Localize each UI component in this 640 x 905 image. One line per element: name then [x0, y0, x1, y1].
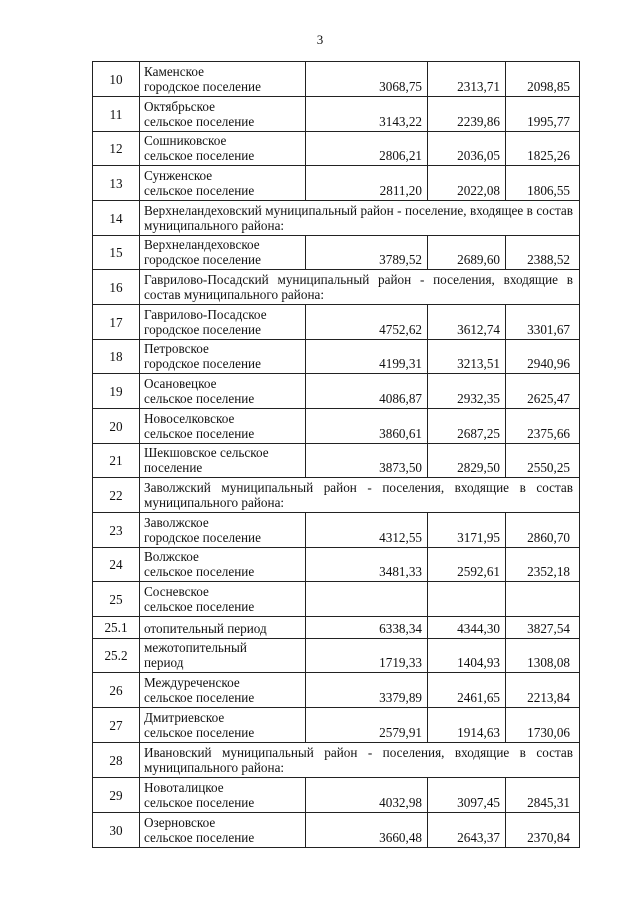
value-cell-1: 3379,89: [306, 673, 428, 708]
table-row: [93, 409, 580, 444]
value-cell-1: 4752,62: [306, 305, 428, 340]
settlement-name-line: городское поселение: [144, 356, 261, 371]
settlement-name-line: городское поселение: [144, 252, 261, 267]
value-cell-1: 3660,48: [306, 813, 428, 848]
value-cell-3: 2375,66: [506, 409, 580, 444]
settlement-name-line: сельское поселение: [144, 183, 255, 198]
settlement-name-line: сельское поселение: [144, 725, 255, 740]
settlement-name: [140, 166, 306, 201]
settlement-name: [140, 97, 306, 132]
settlement-name: [140, 132, 306, 166]
row-number: 24: [93, 548, 140, 582]
row-number: 18: [93, 340, 140, 374]
table-row: [93, 166, 580, 201]
settlement-name-line: Осановецкое: [144, 376, 217, 391]
table-row: [93, 62, 580, 97]
row-number: 11: [93, 97, 140, 132]
value-cell-3: [506, 582, 580, 617]
settlement-name-line: сельское поселение: [144, 391, 255, 406]
settlement-name-line: Новоталицкое: [144, 780, 224, 795]
settlement-name: [140, 778, 306, 813]
settlement-name-line: Шекшовское сельское: [144, 445, 269, 460]
table-row: [93, 236, 580, 270]
settlement-name-line: Сосневское: [144, 584, 209, 599]
value-cell-3: 2625,47: [506, 374, 580, 409]
settlement-name-line: сельское поселение: [144, 690, 255, 705]
settlement-name-line: межотопительный: [144, 640, 247, 655]
value-cell-2: 2022,08: [428, 166, 506, 201]
settlement-name: [140, 62, 306, 97]
settlement-name-line: период: [144, 655, 184, 670]
row-number: 29: [93, 778, 140, 813]
value-cell-1: [306, 582, 428, 617]
value-cell-3: 1308,08: [506, 639, 580, 673]
value-cell-1: 3481,33: [306, 548, 428, 582]
row-number: 14: [93, 201, 140, 236]
table-row: [93, 673, 580, 708]
value-cell-2: 3213,51: [428, 340, 506, 374]
value-cell-3: 3301,67: [506, 305, 580, 340]
settlement-name-line: Петровское: [144, 341, 209, 356]
row-number: 25: [93, 582, 140, 617]
table-row: [93, 374, 580, 409]
settlement-name: [140, 548, 306, 582]
value-cell-3: 2845,31: [506, 778, 580, 813]
settlement-name-line: Озерновское: [144, 815, 216, 830]
value-cell-2: 2687,25: [428, 409, 506, 444]
row-number: 26: [93, 673, 140, 708]
value-cell-1: 3873,50: [306, 444, 428, 478]
value-cell-3: 1825,26: [506, 132, 580, 166]
settlement-name: [140, 582, 306, 617]
row-number: 16: [93, 270, 140, 305]
value-cell-1: 4199,31: [306, 340, 428, 374]
section-heading: Гаврилово-Посадский муниципальный район - поселения, входящие в состав муниципального района:: [140, 270, 580, 305]
row-number: 22: [93, 478, 140, 513]
settlement-name-line: городское поселение: [144, 79, 261, 94]
value-cell-1: 2579,91: [306, 708, 428, 743]
row-number: 21: [93, 444, 140, 478]
settlement-name-line: Сошниковское: [144, 133, 227, 148]
value-cell-3: 2940,96: [506, 340, 580, 374]
value-cell-1: 4086,87: [306, 374, 428, 409]
value-cell-3: 2388,52: [506, 236, 580, 270]
table-row: [93, 444, 580, 478]
row-number: 19: [93, 374, 140, 409]
section-heading: Заволжский муниципальный район - поселения, входящие в состав муниципального района:: [140, 478, 580, 513]
row-number: 17: [93, 305, 140, 340]
settlement-name: [140, 639, 306, 673]
value-cell-2: 2689,60: [428, 236, 506, 270]
value-cell-2: [428, 582, 506, 617]
settlement-name-line: отопительный период: [144, 621, 267, 636]
table-row: [93, 132, 580, 166]
tariff-table: [92, 61, 580, 848]
value-cell-1: 2811,20: [306, 166, 428, 201]
settlement-name-line: сельское поселение: [144, 114, 255, 129]
row-number: 25.2: [93, 639, 140, 673]
value-cell-2: 2643,37: [428, 813, 506, 848]
value-cell-2: 2461,65: [428, 673, 506, 708]
page-number: 3: [316, 32, 324, 47]
value-cell-2: 2592,61: [428, 548, 506, 582]
table-row: [93, 513, 580, 548]
settlement-name: [140, 340, 306, 374]
value-cell-2: 3097,45: [428, 778, 506, 813]
row-number: 20: [93, 409, 140, 444]
settlement-name-line: Верхнеландеховское: [144, 237, 260, 252]
settlement-name-line: городское поселение: [144, 530, 261, 545]
table-row: [93, 548, 580, 582]
section-heading: Ивановский муниципальный район - поселения, входящие в состав муниципального района:: [140, 743, 580, 778]
value-cell-2: 2313,71: [428, 62, 506, 97]
settlement-name-line: сельское поселение: [144, 426, 255, 441]
value-cell-2: 2829,50: [428, 444, 506, 478]
value-cell-2: 2932,35: [428, 374, 506, 409]
row-number: 13: [93, 166, 140, 201]
table-row: [93, 639, 580, 673]
settlement-name-line: Заволжское: [144, 515, 209, 530]
settlement-name-line: Междуреченское: [144, 675, 240, 690]
value-cell-3: 3827,54: [506, 617, 580, 639]
section-row: [93, 201, 580, 236]
value-cell-2: 1914,63: [428, 708, 506, 743]
settlement-name-line: сельское поселение: [144, 148, 255, 163]
value-cell-2: 4344,30: [428, 617, 506, 639]
settlement-name: [140, 236, 306, 270]
settlement-name-line: сельское поселение: [144, 564, 255, 579]
value-cell-2: 3171,95: [428, 513, 506, 548]
settlement-name: [140, 409, 306, 444]
table-row: [93, 340, 580, 374]
settlement-name-line: Дмитриевское: [144, 710, 225, 725]
settlement-name: [140, 617, 306, 639]
settlement-name-line: сельское поселение: [144, 795, 255, 810]
table-row: [93, 97, 580, 132]
settlement-name: [140, 444, 306, 478]
table-row: [93, 617, 580, 639]
settlement-name: [140, 673, 306, 708]
value-cell-1: 6338,34: [306, 617, 428, 639]
settlement-name-line: Сунженское: [144, 168, 213, 183]
settlement-name-line: городское поселение: [144, 322, 261, 337]
value-cell-1: 3068,75: [306, 62, 428, 97]
value-cell-1: 3143,22: [306, 97, 428, 132]
row-number: 25.1: [93, 617, 140, 639]
settlement-name: [140, 708, 306, 743]
settlement-name: [140, 305, 306, 340]
value-cell-1: 3860,61: [306, 409, 428, 444]
table-row: [93, 813, 580, 848]
settlement-name: [140, 813, 306, 848]
settlement-name-line: Волжское: [144, 549, 199, 564]
value-cell-2: 1404,93: [428, 639, 506, 673]
settlement-name-line: поселение: [144, 460, 203, 475]
value-cell-3: 1806,55: [506, 166, 580, 201]
row-number: 10: [93, 62, 140, 97]
settlement-name: [140, 374, 306, 409]
settlement-name-line: Каменское: [144, 64, 204, 79]
value-cell-2: 3612,74: [428, 305, 506, 340]
value-cell-1: 2806,21: [306, 132, 428, 166]
settlement-name-line: Октябрьское: [144, 99, 215, 114]
value-cell-1: 1719,33: [306, 639, 428, 673]
settlement-name-line: Новоселковское: [144, 411, 235, 426]
value-cell-2: 2239,86: [428, 97, 506, 132]
settlement-name-line: сельское поселение: [144, 599, 255, 614]
value-cell-3: 2352,18: [506, 548, 580, 582]
table-row: [93, 778, 580, 813]
section-row: [93, 478, 580, 513]
value-cell-3: 1995,77: [506, 97, 580, 132]
section-row: [93, 270, 580, 305]
row-number: 12: [93, 132, 140, 166]
value-cell-3: 2370,84: [506, 813, 580, 848]
value-cell-1: 4312,55: [306, 513, 428, 548]
value-cell-3: 2550,25: [506, 444, 580, 478]
row-number: 27: [93, 708, 140, 743]
table-row: [93, 582, 580, 617]
value-cell-2: 2036,05: [428, 132, 506, 166]
section-row: [93, 743, 580, 778]
value-cell-3: 1730,06: [506, 708, 580, 743]
section-heading: Верхнеландеховский муниципальный район - поселение, входящее в состав муниципального района:: [140, 201, 580, 236]
row-number: 28: [93, 743, 140, 778]
row-number: 23: [93, 513, 140, 548]
settlement-name-line: сельское поселение: [144, 830, 255, 845]
row-number: 15: [93, 236, 140, 270]
row-number: 30: [93, 813, 140, 848]
value-cell-1: 4032,98: [306, 778, 428, 813]
settlement-name: [140, 513, 306, 548]
value-cell-3: 2213,84: [506, 673, 580, 708]
settlement-name-line: Гаврилово-Посадское: [144, 307, 267, 322]
table-row: [93, 305, 580, 340]
value-cell-1: 3789,52: [306, 236, 428, 270]
value-cell-3: 2860,70: [506, 513, 580, 548]
table-row: [93, 708, 580, 743]
value-cell-3: 2098,85: [506, 62, 580, 97]
